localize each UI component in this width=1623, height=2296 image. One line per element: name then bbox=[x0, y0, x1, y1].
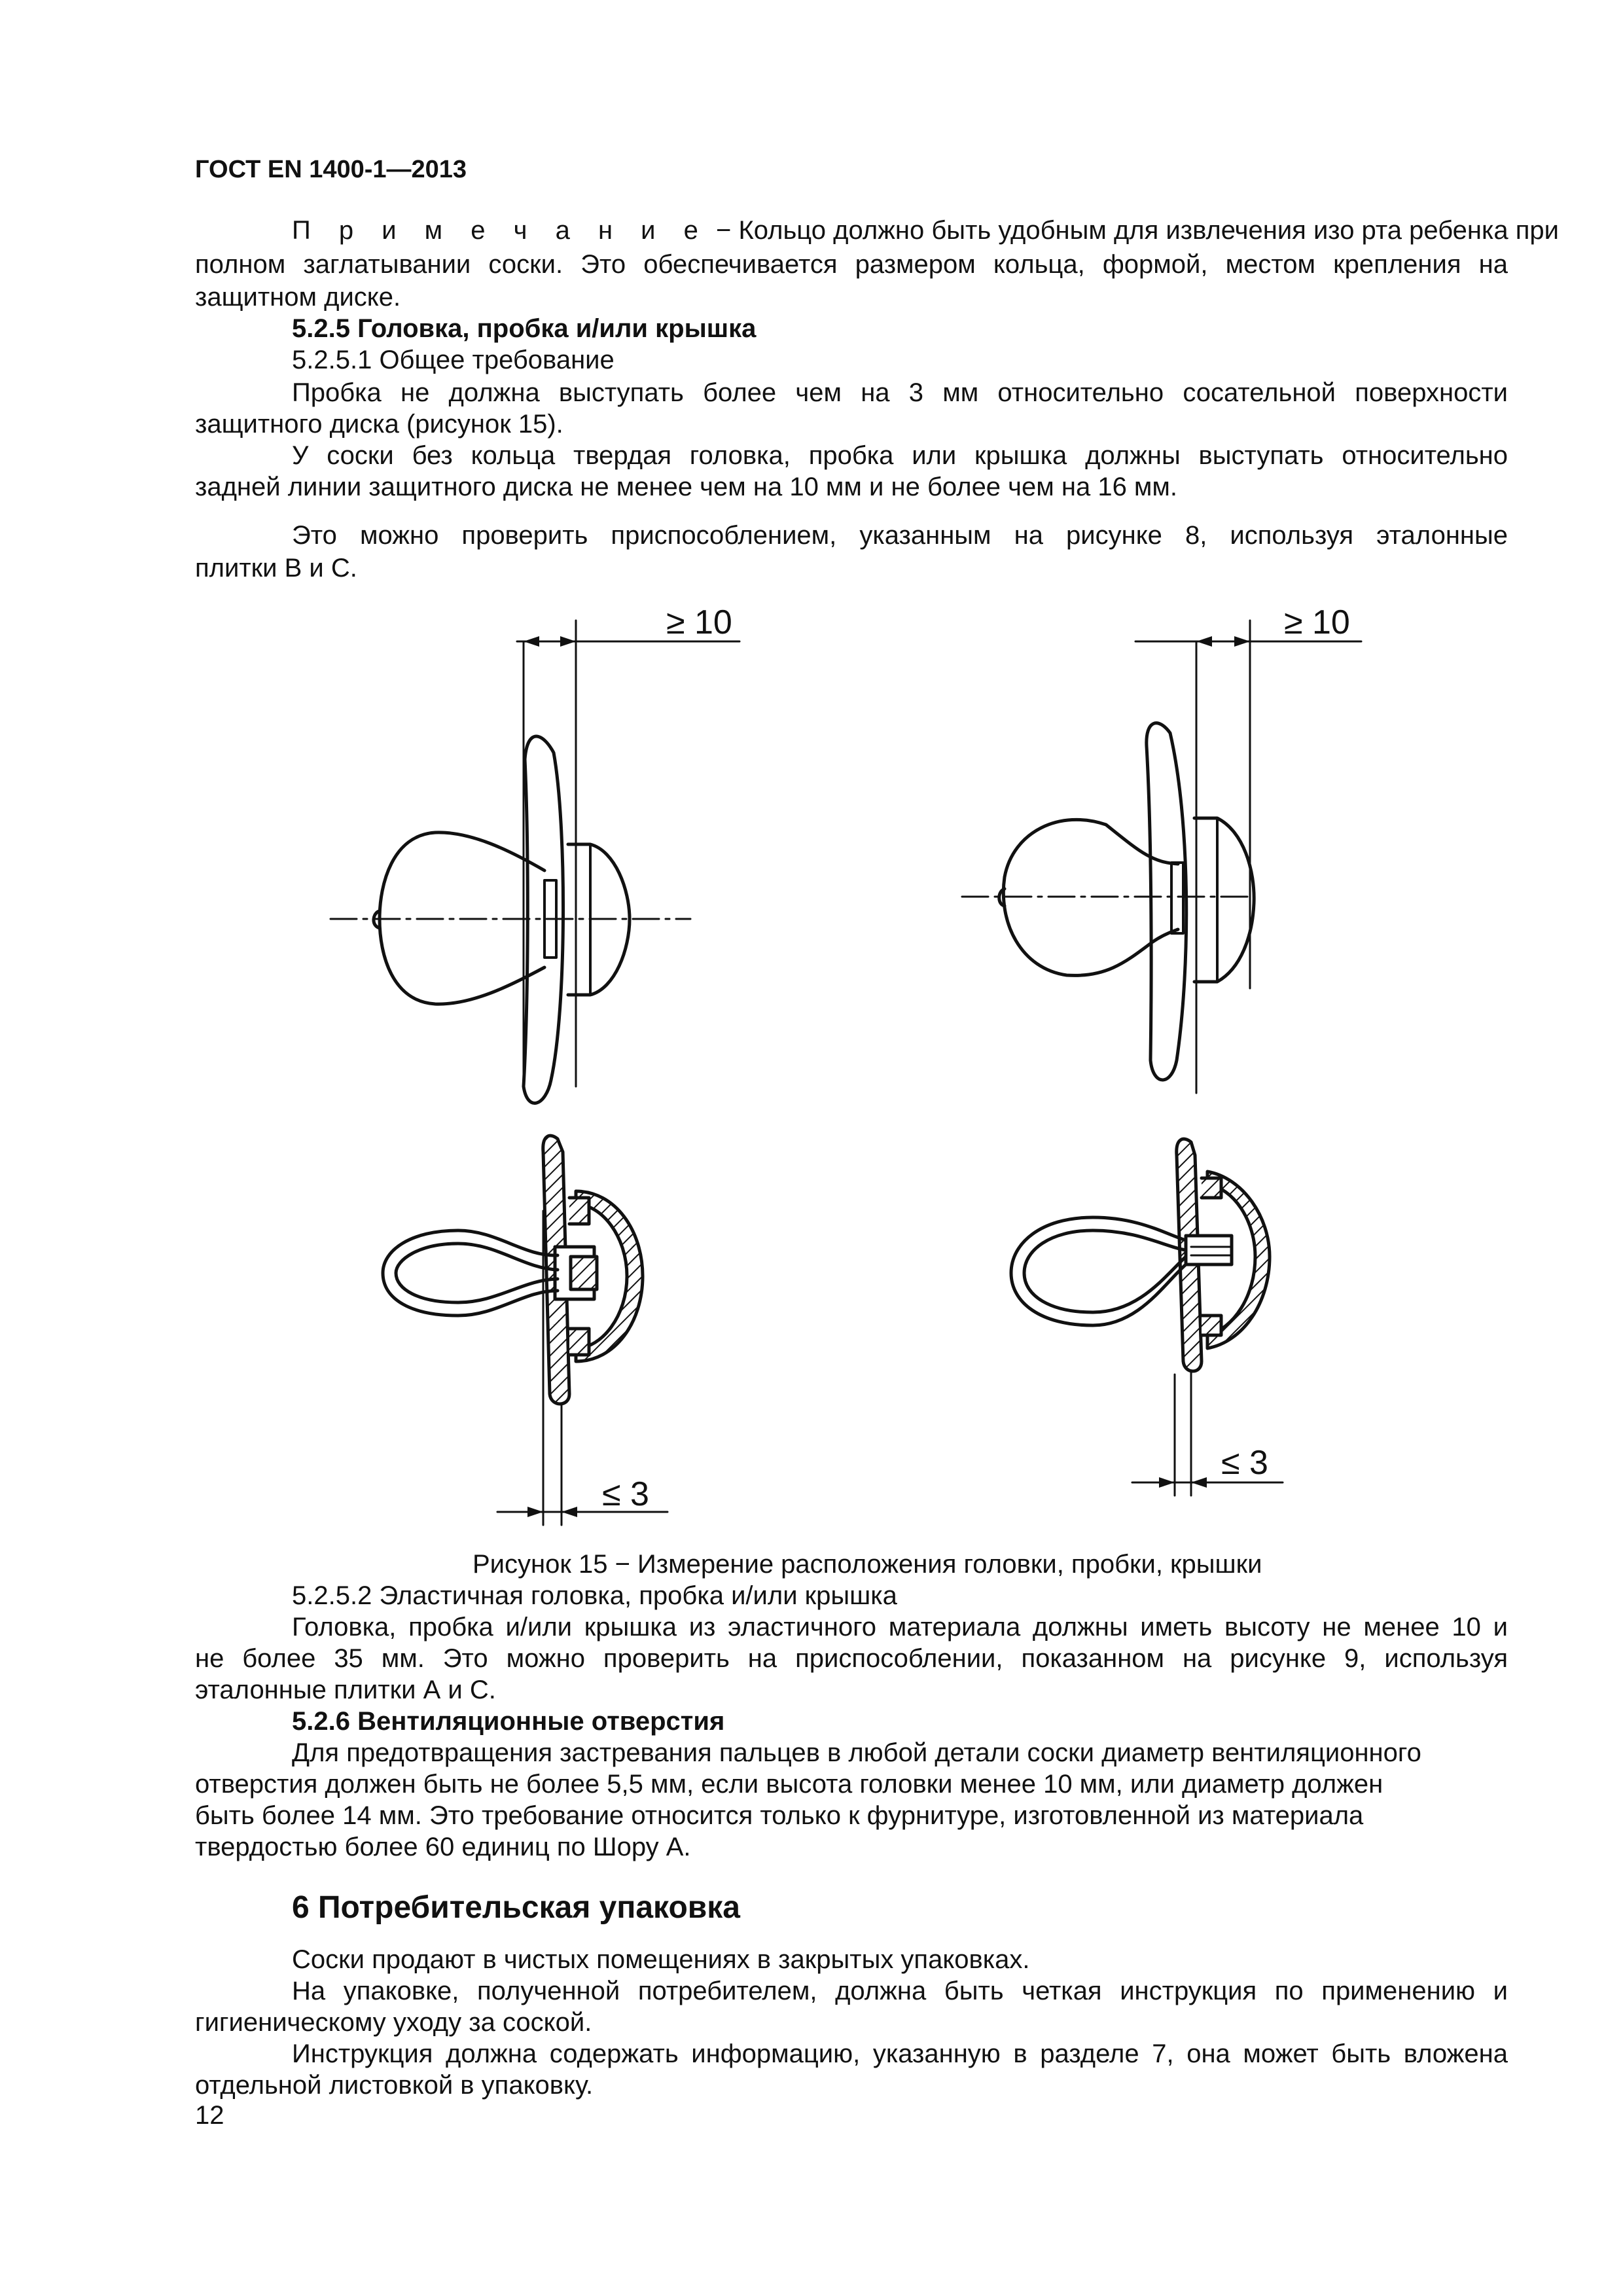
paragraph-line: эталонные плитки А и С. bbox=[195, 1676, 496, 1704]
paragraph-line: отдельной листовкой в упаковку. bbox=[195, 2071, 594, 2100]
note-line-3: защитном диске. bbox=[195, 283, 401, 312]
paragraph-line: У соски без кольца твердая головка, пробка или крышка должны выступать относительно bbox=[292, 441, 1508, 470]
section-5-2-6-heading: 5.2.6 Вентиляционные отверстия bbox=[292, 1707, 725, 1736]
paragraph-line: Соски продают в чистых помещениях в закрытых упаковках. bbox=[292, 1945, 1030, 1974]
pacifier-bottom-right bbox=[1011, 1139, 1283, 1496]
note-label: П р и м е ч а н и е bbox=[292, 216, 709, 245]
paragraph-line: На упаковке, полученной потребителем, должна быть четкая инструкция по применению и bbox=[292, 1977, 1508, 2005]
note-line-2: полном заглатывании соски. Это обеспечивается размером кольца, формой, местом крепления на bbox=[195, 250, 1508, 279]
paragraph-line: не более 35 мм. Это можно проверить на приспособлении, показанном на рисунке 9, используя bbox=[195, 1644, 1508, 1673]
figure-caption: Рисунок 15 − Измерение расположения головки, пробки, крышки bbox=[473, 1550, 1262, 1579]
paragraph-line: твердостью более 60 единиц по Шору А. bbox=[195, 1833, 691, 1861]
paragraph-line: гигиеническому уходу за соской. bbox=[195, 2008, 592, 2037]
paragraph-line: Инструкция должна содержать информацию, указанную в разделе 7, она может быть вложена bbox=[292, 2039, 1508, 2068]
section-5-2-5-1-heading: 5.2.5.1 Общее требование bbox=[292, 346, 615, 374]
pacifier-top-right bbox=[962, 620, 1361, 1093]
pacifier-bottom-left bbox=[383, 1136, 668, 1525]
dimension-label-bottom-right: ≤ 3 bbox=[1221, 1444, 1268, 1482]
pacifier-top-left bbox=[330, 620, 740, 1103]
document-header: ГОСТ EN 1400-1—2013 bbox=[195, 156, 467, 183]
paragraph-line: быть более 14 мм. Это требование относится только к фурнитуре, изготовленной из материала bbox=[195, 1801, 1364, 1830]
paragraph-line: Головка, пробка и/или крышка из эластичного материала должны иметь высоту не менее 10 и bbox=[292, 1613, 1508, 1641]
paragraph-line: отверстия должен быть не более 5,5 мм, если высота головки менее 10 мм, или диаметр должен bbox=[195, 1770, 1383, 1799]
paragraph-line: Для предотвращения застревания пальцев в любой детали соски диаметр вентиляционного bbox=[292, 1738, 1421, 1767]
dimension-label-top-right: ≥ 10 bbox=[1284, 603, 1350, 641]
note-text: − Кольцо должно быть удобным для извлечения изо рта ребенка при bbox=[708, 216, 1559, 245]
paragraph-line: Это можно проверить приспособлением, указанным на рисунке 8, используя эталонные bbox=[292, 521, 1508, 550]
dimension-label-bottom-left: ≤ 3 bbox=[602, 1475, 649, 1513]
section-5-2-5-2-heading: 5.2.5.2 Эластичная головка, пробка и/или крышка bbox=[292, 1581, 897, 1610]
page-number: 12 bbox=[195, 2101, 224, 2130]
paragraph-line: плитки В и С. bbox=[195, 554, 357, 583]
paragraph-line: задней линии защитного диска не менее чем на 10 мм и не более чем на 16 мм. bbox=[195, 473, 1178, 501]
paragraph-line: защитного диска (рисунок 15). bbox=[195, 410, 563, 439]
paragraph-line: Пробка не должна выступать более чем на 3 мм относительно сосательной поверхности bbox=[292, 378, 1508, 407]
section-6-heading: 6 Потребительская упаковка bbox=[292, 1890, 740, 1925]
section-5-2-5-heading: 5.2.5 Головка, пробка и/или крышка bbox=[292, 314, 757, 343]
dimension-label-top-left: ≥ 10 bbox=[666, 603, 732, 641]
